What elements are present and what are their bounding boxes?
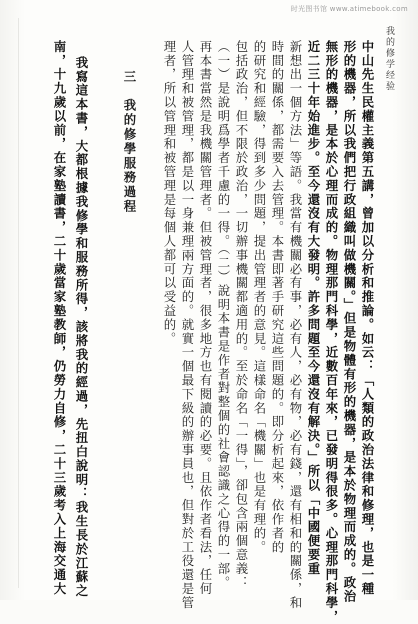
text-column-4: 近二三十年始進步。至今還沒有大發明。許多問題至今還沒有解決。」所以「中國便要重 (306, 40, 321, 576)
text-column-1: 中山先生民權主義第五講，曾加以分析和推論。如云：「人類的政治法律和修理，也是一種 (360, 40, 375, 596)
text-column-11: 人管理和被管理，都是以一身兼理兩方面的。就實一個最下級的辦事員也，但對於工役還是管 (180, 40, 195, 610)
text-column-7: 的研究和經驗，得到多少問題，提出管理者的意見。這樣命名「機關」也是有理的。 (252, 40, 267, 555)
running-head: 我的修学经验 (384, 26, 394, 92)
watermark: 时光图书馆 www.atimebook.com (290, 5, 408, 13)
text-column-10: 再本書當然是我機關管理者。但被管理者，很多地方也有閱讀的必要。且依作者看法，任何 (198, 40, 213, 596)
text-column-2: 形的機器，所以我們把行政組織叫做機關。」但是物體有形的機器，是本於物理而成的。政治 (342, 40, 357, 604)
text-column-17: 南，十九歲以前，在家塾讀書，二十歲當家塾教師，仍勞力自修，二十三歲考入上海交通大 (52, 40, 67, 596)
text-column-5: 新想出一個方法」等語。我當有機關必有事，必有人，必有物，必有錢，還有相和的關係，和 (288, 40, 303, 610)
section-heading: 三 我的修學服務過程 (122, 70, 137, 214)
text-column-12: 理者，所以管理和被管理是每個人都可以受益的。 (162, 40, 177, 346)
text-column-16: 我寫這本書，大都根據我修學和服務所得，該將我的經過，先扭白說明：我生長於江蘇之 (74, 56, 89, 599)
text-column-9: （一）是說明爲學者千慮的一得。（二）說明本書是作者對整個的社會認識之心得的一部。 (216, 40, 231, 590)
text-column-6: 時間的關係，都需要入去管理。本書即著手研究這些問題的。即分析起來，依作者的 (270, 40, 285, 555)
text-column-8: 包括政治，但不限於政治，一切辦事機關都適用的。至於命名「一得」，卻包含兩個意義： (234, 40, 249, 590)
text-column-3: 無形的機器，是本於心理而成的。物理那門科學，近數百年來，已發明得很多。心理那門科學， (324, 40, 339, 624)
